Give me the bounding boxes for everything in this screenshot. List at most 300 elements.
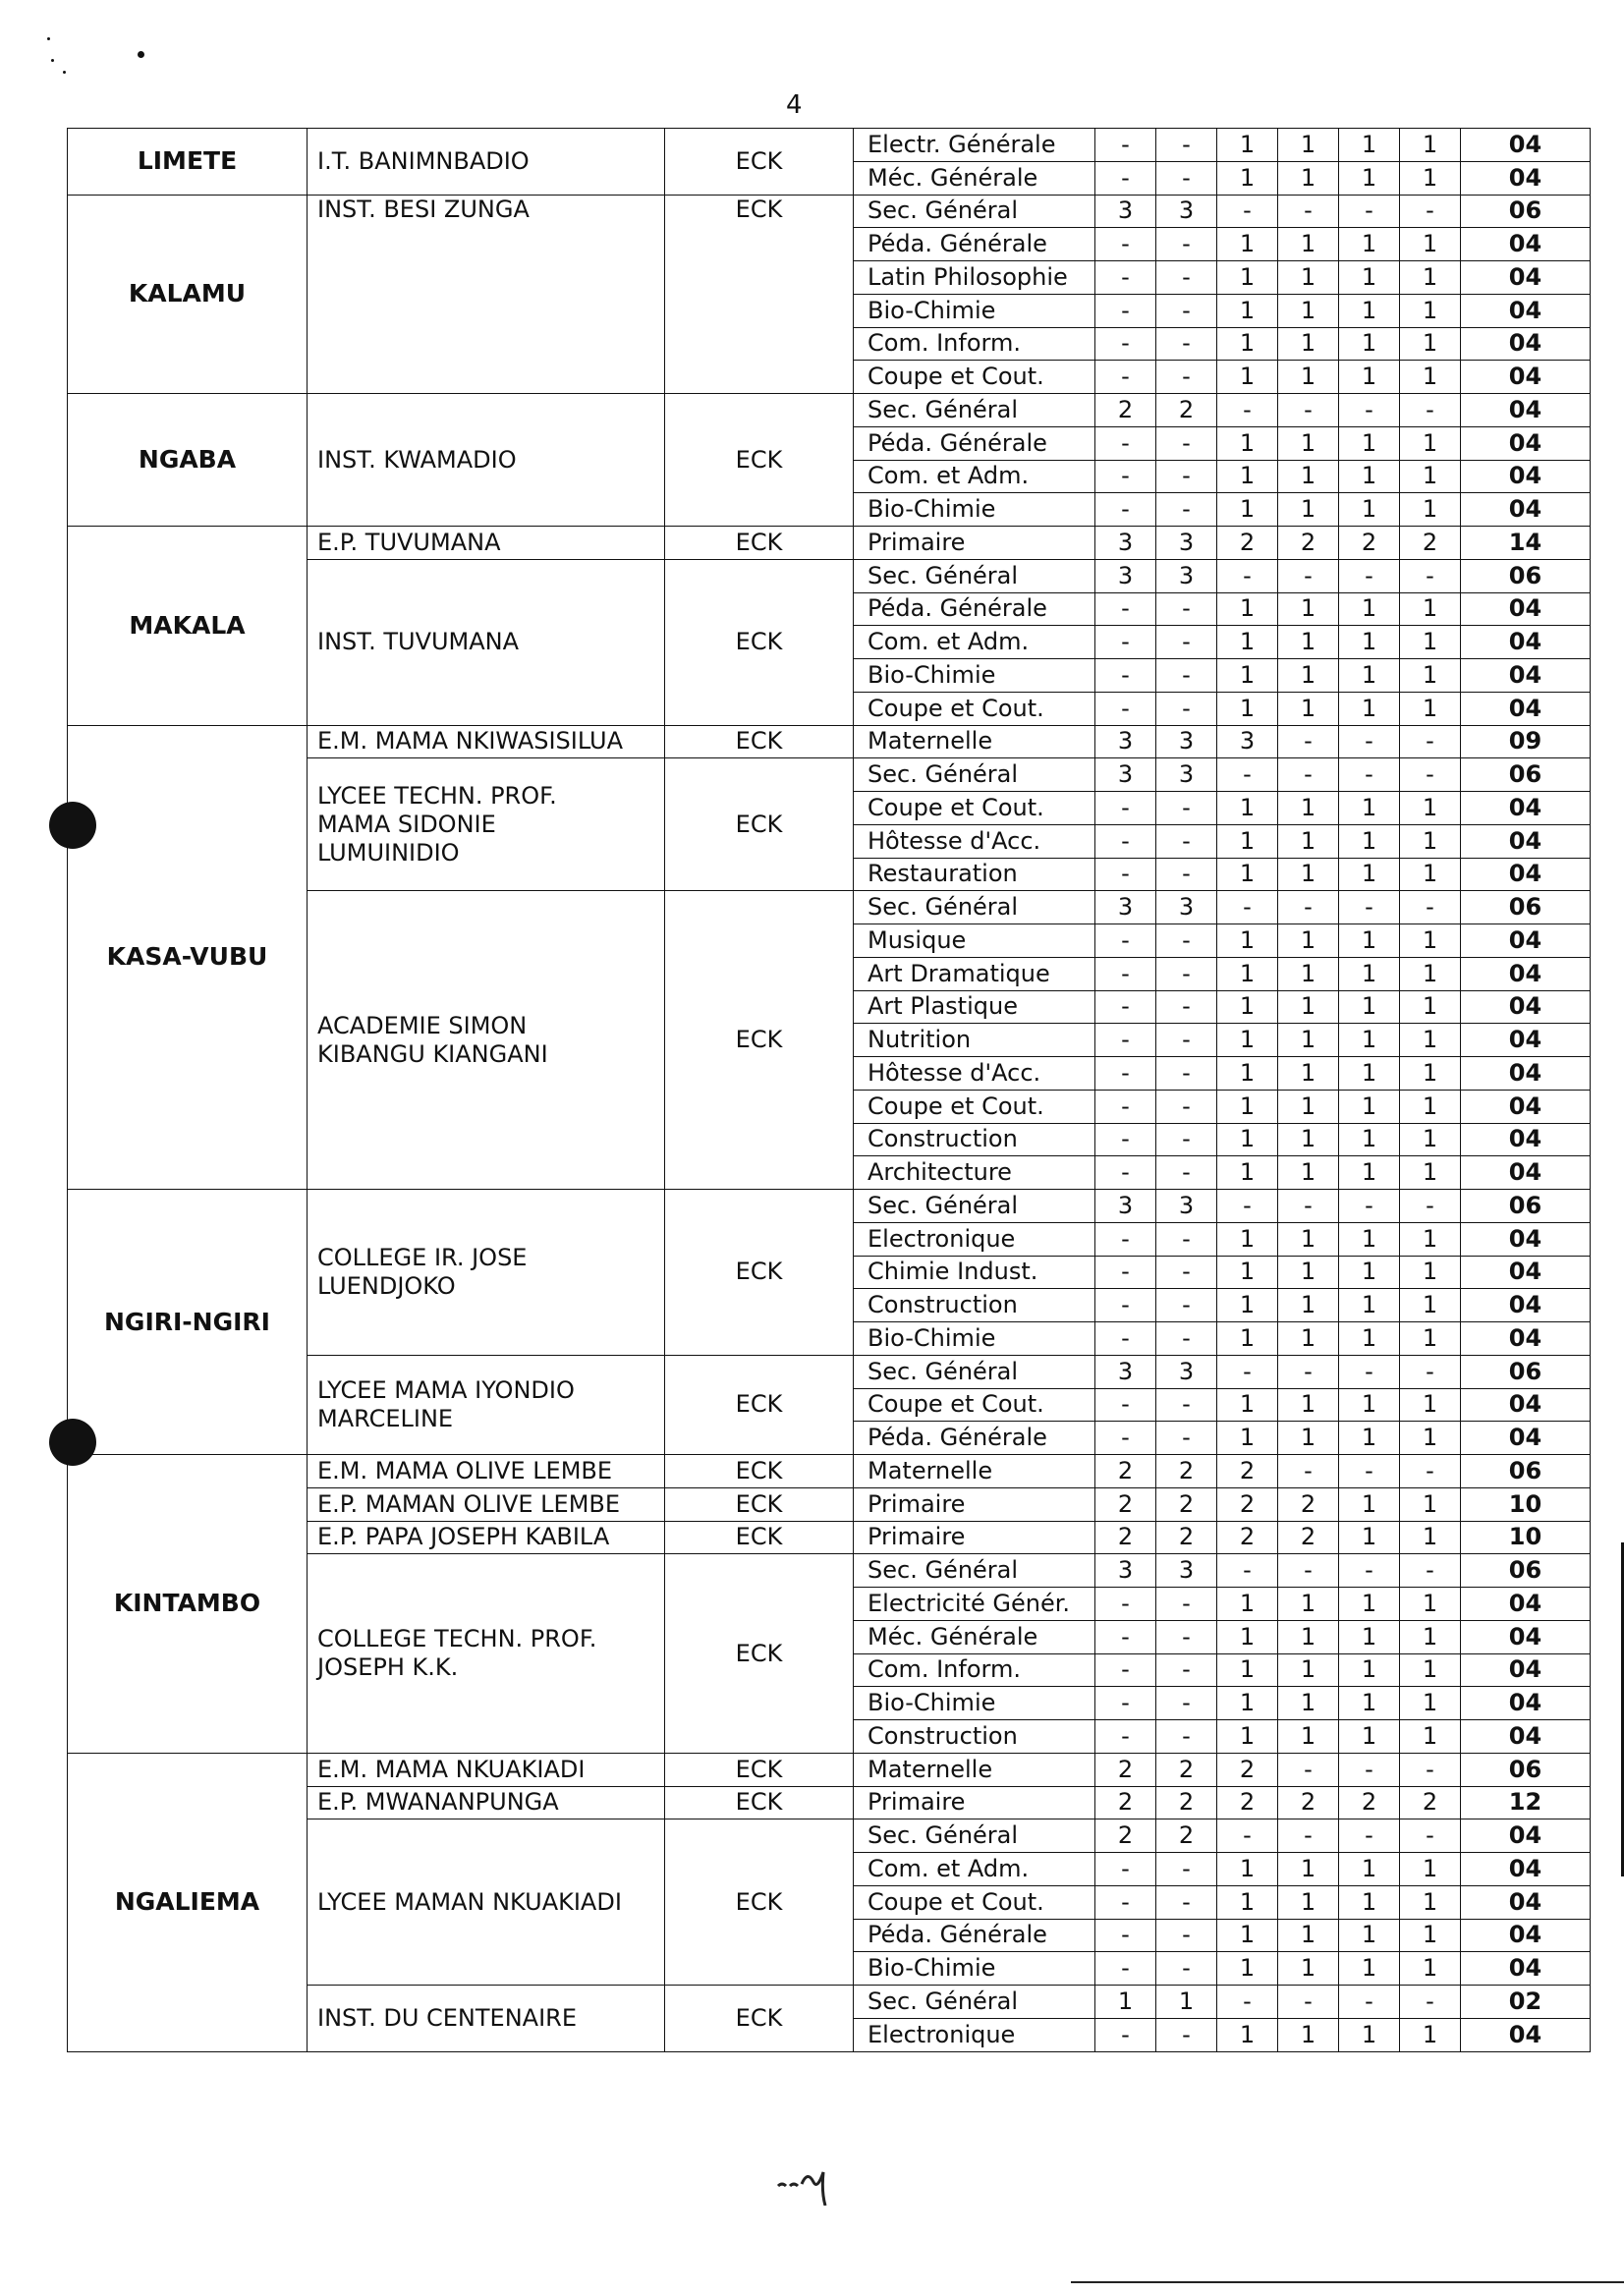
total-cell: 04 (1461, 659, 1591, 693)
count-cell: 1 (1400, 1885, 1461, 1919)
option-cell: Méc. Générale (854, 161, 1095, 195)
school-cell (308, 129, 665, 196)
count-cell: 1 (1217, 493, 1278, 527)
commune-cell: KASA-VUBU (68, 725, 308, 1190)
total-cell: 04 (1461, 394, 1591, 427)
total-cell: 06 (1461, 195, 1591, 228)
count-cell: - (1400, 1753, 1461, 1786)
count-cell: 1 (1400, 1222, 1461, 1256)
count-cell: 1 (1278, 460, 1339, 493)
school-cell (308, 527, 665, 560)
school-cell (308, 1819, 665, 1986)
count-cell: 1 (1278, 1090, 1339, 1123)
count-cell: 3 (1217, 725, 1278, 758)
total-cell: 04 (1461, 990, 1591, 1024)
count-cell: 1 (1400, 1289, 1461, 1322)
count-cell: - (1095, 1885, 1156, 1919)
count-cell: - (1156, 1885, 1217, 1919)
count-cell: - (1156, 129, 1217, 162)
count-cell: 1 (1339, 957, 1400, 990)
count-cell: 1 (1400, 1156, 1461, 1190)
school-name-line: ACADEMIE SIMON (317, 1011, 528, 1039)
count-cell: 1 (1339, 1322, 1400, 1356)
count-cell: 1 (1339, 460, 1400, 493)
organization-cell: ECK (665, 758, 854, 891)
commune-cell: LIMETE (68, 129, 308, 196)
option-cell: Sec. Général (854, 758, 1095, 792)
count-cell: 3 (1156, 1554, 1217, 1588)
count-cell: 1 (1400, 1090, 1461, 1123)
option-cell: Méc. Générale (854, 1620, 1095, 1653)
count-cell: - (1217, 1819, 1278, 1853)
count-cell: - (1156, 1156, 1217, 1190)
count-cell: - (1278, 1455, 1339, 1488)
total-cell: 04 (1461, 1156, 1591, 1190)
option-cell: Bio-Chimie (854, 1687, 1095, 1720)
option-cell: Coupe et Cout. (854, 692, 1095, 725)
count-cell: 1 (1339, 1521, 1400, 1554)
total-cell: 04 (1461, 261, 1591, 295)
option-cell: Maternelle (854, 1455, 1095, 1488)
option-cell: Primaire (854, 1521, 1095, 1554)
count-cell: 2 (1095, 1753, 1156, 1786)
count-cell: 2 (1217, 527, 1278, 560)
count-cell: 1 (1278, 592, 1339, 626)
commune-cell: KALAMU (68, 195, 308, 394)
count-cell: - (1095, 1422, 1156, 1455)
count-cell: - (1339, 394, 1400, 427)
option-cell: Primaire (854, 527, 1095, 560)
count-cell: 1 (1217, 1156, 1278, 1190)
option-cell: Bio-Chimie (854, 493, 1095, 527)
count-cell: 3 (1156, 195, 1217, 228)
total-cell: 04 (1461, 692, 1591, 725)
count-cell: - (1156, 1720, 1217, 1754)
school-cell (308, 394, 665, 527)
total-cell: 04 (1461, 129, 1591, 162)
count-cell: 1 (1339, 493, 1400, 527)
total-cell: 04 (1461, 1322, 1591, 1356)
total-cell: 06 (1461, 1753, 1591, 1786)
count-cell: 3 (1156, 725, 1217, 758)
total-cell: 04 (1461, 1090, 1591, 1123)
total-cell: 06 (1461, 758, 1591, 792)
organization-cell: ECK (665, 1190, 854, 1356)
total-cell: 10 (1461, 1487, 1591, 1521)
scan-speck-mark (47, 37, 50, 40)
scan-speck-mark (51, 59, 54, 62)
count-cell: 2 (1217, 1487, 1278, 1521)
count-cell: 2 (1278, 527, 1339, 560)
page-number: 4 (786, 90, 803, 120)
option-cell: Sec. Général (854, 891, 1095, 924)
count-cell: 1 (1339, 426, 1400, 460)
count-cell: 1 (1217, 1919, 1278, 1952)
option-cell: Bio-Chimie (854, 294, 1095, 327)
count-cell: - (1095, 161, 1156, 195)
school-cell (308, 1190, 665, 1356)
count-cell: 1 (1400, 990, 1461, 1024)
option-cell: Péda. Générale (854, 1919, 1095, 1952)
count-cell: 2 (1400, 1786, 1461, 1819)
organization-cell: ECK (665, 891, 854, 1190)
option-cell: Maternelle (854, 725, 1095, 758)
count-cell: 1 (1278, 1952, 1339, 1986)
count-cell: 1 (1217, 1322, 1278, 1356)
count-cell: 1 (1339, 659, 1400, 693)
count-cell: - (1400, 758, 1461, 792)
organization-cell: ECK (665, 1455, 854, 1488)
count-cell: - (1339, 725, 1400, 758)
count-cell: - (1217, 394, 1278, 427)
total-cell: 04 (1461, 493, 1591, 527)
total-cell: 10 (1461, 1521, 1591, 1554)
option-cell: Bio-Chimie (854, 1952, 1095, 1986)
school-cell (308, 195, 665, 394)
count-cell: - (1217, 758, 1278, 792)
organization-cell: ECK (665, 195, 854, 394)
total-cell: 04 (1461, 1853, 1591, 1886)
option-cell: Sec. Général (854, 1819, 1095, 1853)
count-cell: - (1278, 1986, 1339, 2019)
count-cell: 1 (1400, 1521, 1461, 1554)
count-cell: 1 (1400, 2018, 1461, 2051)
count-cell: 1 (1217, 460, 1278, 493)
bottom-rule-mark (1071, 2281, 1624, 2283)
option-cell: Com. et Adm. (854, 1853, 1095, 1886)
count-cell: - (1095, 1289, 1156, 1322)
count-cell: - (1217, 1554, 1278, 1588)
count-cell: - (1217, 1355, 1278, 1388)
table-row (68, 1190, 1591, 1223)
school-name-line: INST. TUVUMANA (317, 628, 520, 656)
total-cell: 04 (1461, 1422, 1591, 1455)
count-cell: 1 (1217, 426, 1278, 460)
count-cell: - (1400, 394, 1461, 427)
option-cell: Primaire (854, 1487, 1095, 1521)
organization-cell: ECK (665, 725, 854, 758)
count-cell: 1 (1217, 1885, 1278, 1919)
school-name-line: INST. BESI ZUNGA (317, 195, 530, 223)
school-name-line: LYCEE MAMAN NKUAKIADI (317, 1887, 622, 1916)
count-cell: 1 (1217, 294, 1278, 327)
count-cell: 1 (1339, 792, 1400, 825)
count-cell: - (1339, 891, 1400, 924)
option-cell: Coupe et Cout. (854, 361, 1095, 394)
count-cell: 1 (1217, 824, 1278, 858)
school-name-line: MAMA SIDONIE (317, 810, 496, 838)
total-cell: 04 (1461, 1388, 1591, 1422)
count-cell: - (1095, 990, 1156, 1024)
count-cell: 1 (1278, 659, 1339, 693)
count-cell: - (1339, 1819, 1400, 1853)
count-cell: - (1278, 891, 1339, 924)
total-cell: 06 (1461, 1355, 1591, 1388)
count-cell: 1 (1400, 1952, 1461, 1986)
organization-cell: ECK (665, 1521, 854, 1554)
count-cell: 1 (1339, 1620, 1400, 1653)
count-cell: 1 (1339, 1422, 1400, 1455)
count-cell: - (1156, 1588, 1217, 1621)
option-cell: Electronique (854, 1222, 1095, 1256)
option-cell: Sec. Général (854, 559, 1095, 592)
table-row (68, 1455, 1591, 1488)
school-name-line: I.T. BANIMNBADIO (317, 146, 530, 175)
school-name-line: LUMUINIDIO (317, 838, 460, 867)
count-cell: 1 (1400, 1487, 1461, 1521)
count-cell: 1 (1400, 1123, 1461, 1156)
option-cell: Com. et Adm. (854, 460, 1095, 493)
count-cell: - (1339, 195, 1400, 228)
count-cell: 1 (1339, 1388, 1400, 1422)
count-cell: - (1156, 692, 1217, 725)
count-cell: - (1156, 161, 1217, 195)
count-cell: - (1095, 228, 1156, 261)
school-name-line: E.M. MAMA NKUAKIADI (317, 1755, 586, 1783)
count-cell: - (1156, 1090, 1217, 1123)
count-cell: 1 (1217, 1057, 1278, 1091)
option-cell: Sec. Général (854, 394, 1095, 427)
count-cell: 1 (1400, 659, 1461, 693)
option-cell: Hôtesse d'Acc. (854, 1057, 1095, 1091)
count-cell: 2 (1278, 1521, 1339, 1554)
option-cell: Electricité Génér. (854, 1588, 1095, 1621)
allocation-table-wrapper (67, 128, 1550, 2052)
count-cell: 1 (1217, 1653, 1278, 1687)
count-cell: - (1156, 1057, 1217, 1091)
total-cell: 04 (1461, 161, 1591, 195)
count-cell: - (1217, 559, 1278, 592)
count-cell: 1 (1278, 1057, 1339, 1091)
count-cell: 2 (1156, 1487, 1217, 1521)
count-cell: 1 (1400, 161, 1461, 195)
count-cell: 1 (1095, 1986, 1156, 2019)
count-cell: 3 (1095, 527, 1156, 560)
option-cell: Construction (854, 1289, 1095, 1322)
count-cell: 3 (1156, 527, 1217, 560)
count-cell: - (1278, 394, 1339, 427)
count-cell: - (1156, 824, 1217, 858)
count-cell: 1 (1278, 1289, 1339, 1322)
total-cell: 04 (1461, 1720, 1591, 1754)
count-cell: - (1156, 493, 1217, 527)
table-row (68, 725, 1591, 758)
count-cell: 1 (1278, 626, 1339, 659)
school-name-line: JOSEPH K.K. (317, 1653, 459, 1681)
table-row (68, 394, 1591, 427)
count-cell: 1 (1278, 858, 1339, 891)
organization-cell: ECK (665, 527, 854, 560)
count-cell: - (1339, 559, 1400, 592)
count-cell: 2 (1095, 1455, 1156, 1488)
table-row (68, 1753, 1591, 1786)
school-name-line: INST. DU CENTENAIRE (317, 2003, 577, 2032)
total-cell: 02 (1461, 1986, 1591, 2019)
count-cell: 1 (1278, 1422, 1339, 1455)
count-cell: 1 (1217, 361, 1278, 394)
count-cell: 3 (1095, 559, 1156, 592)
count-cell: 1 (1278, 493, 1339, 527)
count-cell: 2 (1217, 1455, 1278, 1488)
count-cell: 1 (1400, 1653, 1461, 1687)
total-cell: 06 (1461, 559, 1591, 592)
count-cell: - (1278, 1554, 1339, 1588)
count-cell: - (1156, 426, 1217, 460)
option-cell: Péda. Générale (854, 592, 1095, 626)
school-cell (308, 1521, 665, 1554)
count-cell: - (1095, 426, 1156, 460)
count-cell: - (1156, 2018, 1217, 2051)
option-cell: Sec. Général (854, 1190, 1095, 1223)
school-cell (308, 559, 665, 725)
count-cell: 1 (1400, 626, 1461, 659)
count-cell: 1 (1217, 1620, 1278, 1653)
count-cell: 1 (1278, 1687, 1339, 1720)
total-cell: 04 (1461, 592, 1591, 626)
count-cell: 2 (1095, 1819, 1156, 1853)
count-cell: 1 (1339, 1885, 1400, 1919)
total-cell: 09 (1461, 725, 1591, 758)
count-cell: 1 (1400, 1322, 1461, 1356)
count-cell: 1 (1400, 294, 1461, 327)
count-cell: - (1278, 1819, 1339, 1853)
count-cell: 1 (1278, 2018, 1339, 2051)
school-cell (308, 725, 665, 758)
option-cell: Art Plastique (854, 990, 1095, 1024)
count-cell: - (1278, 1190, 1339, 1223)
count-cell: 1 (1339, 626, 1400, 659)
count-cell: 1 (1339, 924, 1400, 958)
count-cell: - (1156, 228, 1217, 261)
count-cell: - (1095, 1620, 1156, 1653)
school-name-line: LYCEE TECHN. PROF. (317, 782, 557, 811)
count-cell: - (1095, 1256, 1156, 1289)
total-cell: 06 (1461, 1554, 1591, 1588)
table-row (68, 527, 1591, 560)
count-cell: - (1095, 1057, 1156, 1091)
count-cell: - (1400, 195, 1461, 228)
count-cell: 1 (1339, 1024, 1400, 1057)
count-cell: - (1095, 924, 1156, 958)
commune-cell: MAKALA (68, 527, 308, 726)
total-cell: 06 (1461, 1190, 1591, 1223)
count-cell: - (1217, 1190, 1278, 1223)
count-cell: - (1095, 2018, 1156, 2051)
count-cell: - (1278, 559, 1339, 592)
organization-cell: ECK (665, 129, 854, 196)
total-cell: 04 (1461, 626, 1591, 659)
commune-cell: KINTAMBO (68, 1455, 308, 1754)
count-cell: 1 (1278, 1653, 1339, 1687)
count-cell: - (1095, 858, 1156, 891)
count-cell: 3 (1095, 891, 1156, 924)
count-cell: - (1095, 261, 1156, 295)
school-name-line: E.M. MAMA OLIVE LEMBE (317, 1456, 613, 1484)
count-cell: - (1095, 327, 1156, 361)
count-cell: 1 (1339, 1952, 1400, 1986)
option-cell: Latin Philosophie (854, 261, 1095, 295)
count-cell: - (1339, 1753, 1400, 1786)
option-cell: Art Dramatique (854, 957, 1095, 990)
total-cell: 04 (1461, 460, 1591, 493)
organization-cell: ECK (665, 1786, 854, 1819)
count-cell: - (1156, 792, 1217, 825)
total-cell: 04 (1461, 426, 1591, 460)
count-cell: 3 (1095, 1190, 1156, 1223)
count-cell: 1 (1400, 426, 1461, 460)
count-cell: - (1278, 1355, 1339, 1388)
count-cell: - (1156, 858, 1217, 891)
count-cell: 3 (1156, 1355, 1217, 1388)
count-cell: 3 (1156, 1190, 1217, 1223)
count-cell: - (1339, 1455, 1400, 1488)
count-cell: - (1095, 626, 1156, 659)
count-cell: 1 (1217, 1952, 1278, 1986)
school-name-line: INST. KWAMADIO (317, 445, 517, 474)
count-cell: - (1278, 758, 1339, 792)
school-name-line: E.P. PAPA JOSEPH KABILA (317, 1523, 610, 1551)
count-cell: - (1156, 1289, 1217, 1322)
count-cell: - (1156, 261, 1217, 295)
commune-cell: NGABA (68, 394, 308, 527)
count-cell: 1 (1339, 692, 1400, 725)
option-cell: Coupe et Cout. (854, 1090, 1095, 1123)
count-cell: 1 (1400, 361, 1461, 394)
count-cell: 1 (1278, 1024, 1339, 1057)
count-cell: - (1400, 1190, 1461, 1223)
option-cell: Construction (854, 1123, 1095, 1156)
count-cell: - (1095, 824, 1156, 858)
count-cell: 1 (1217, 327, 1278, 361)
option-cell: Hôtesse d'Acc. (854, 824, 1095, 858)
count-cell: 1 (1400, 1720, 1461, 1754)
school-name-line: MARCELINE (317, 1404, 454, 1432)
count-cell: - (1095, 1720, 1156, 1754)
school-name-line: LUENDJOKO (317, 1271, 456, 1300)
count-cell: 1 (1339, 990, 1400, 1024)
count-cell: 1 (1400, 1057, 1461, 1091)
count-cell: 1 (1339, 1487, 1400, 1521)
count-cell: - (1095, 1322, 1156, 1356)
count-cell: 1 (1217, 1388, 1278, 1422)
count-cell: 1 (1339, 1653, 1400, 1687)
count-cell: 2 (1217, 1786, 1278, 1819)
count-cell: 2 (1339, 1786, 1400, 1819)
option-cell: Coupe et Cout. (854, 792, 1095, 825)
count-cell: 1 (1217, 626, 1278, 659)
school-name-line: E.P. MAMAN OLIVE LEMBE (317, 1489, 621, 1518)
option-cell: Péda. Générale (854, 426, 1095, 460)
total-cell: 04 (1461, 924, 1591, 958)
organization-cell: ECK (665, 1487, 854, 1521)
count-cell: - (1156, 592, 1217, 626)
count-cell: 1 (1339, 1853, 1400, 1886)
count-cell: - (1156, 1687, 1217, 1720)
count-cell: - (1095, 957, 1156, 990)
school-name-line: COLLEGE TECHN. PROF. (317, 1625, 597, 1653)
total-cell: 04 (1461, 1588, 1591, 1621)
school-cell (308, 1986, 665, 2052)
total-cell: 04 (1461, 792, 1591, 825)
count-cell: 1 (1339, 228, 1400, 261)
total-cell: 04 (1461, 1289, 1591, 1322)
count-cell: 1 (1278, 1222, 1339, 1256)
count-cell: - (1278, 725, 1339, 758)
option-cell: Nutrition (854, 1024, 1095, 1057)
count-cell: - (1217, 1986, 1278, 2019)
count-cell: 1 (1217, 924, 1278, 958)
total-cell: 04 (1461, 1819, 1591, 1853)
